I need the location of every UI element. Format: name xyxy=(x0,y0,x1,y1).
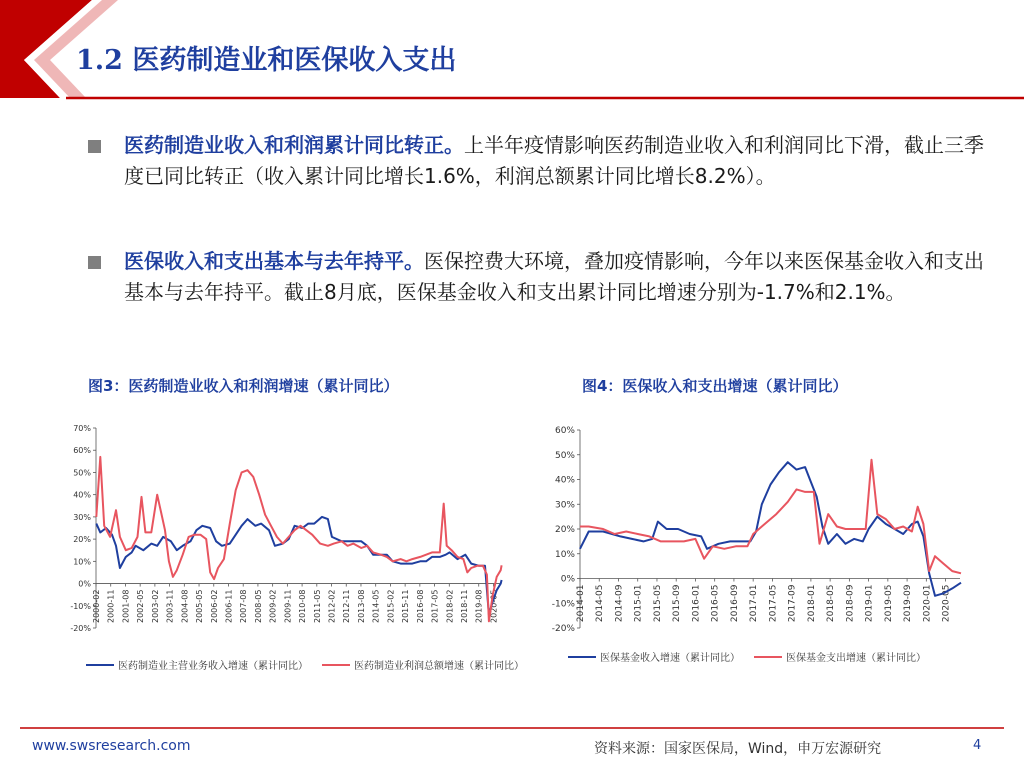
x-tick-label: 2018-01 xyxy=(806,584,817,623)
footer-source: 资料来源：国家医保局，Wind，申万宏源研究 xyxy=(594,741,882,757)
x-tick-label: 2012-11 xyxy=(342,589,352,623)
x-tick-label: 2009-02 xyxy=(268,589,278,623)
x-tick-label: 2014-05 xyxy=(595,584,606,623)
y-tick-label: 30% xyxy=(554,500,575,511)
x-tick-label: 2006-02 xyxy=(209,589,219,623)
x-tick-label: 2020-05 xyxy=(941,584,952,623)
y-tick-label: 50% xyxy=(73,468,91,478)
x-tick-label: 2016-05 xyxy=(710,584,721,623)
bullet-2-text xyxy=(124,246,986,308)
x-tick-label: 2014-05 xyxy=(371,589,381,623)
legend-item xyxy=(322,657,524,672)
bullet-1-text xyxy=(124,130,986,192)
x-tick-label: 2019-01 xyxy=(864,584,875,623)
chart-2-title: 图4：医保收入和支出增速（累计同比） xyxy=(582,377,848,395)
y-tick-label: -10% xyxy=(70,601,91,611)
x-tick-label: 2007-08 xyxy=(239,589,249,623)
bullet-square-icon xyxy=(88,140,101,153)
x-tick-label: 2003-02 xyxy=(150,589,160,623)
y-tick-label: 20% xyxy=(554,525,575,535)
chart-1-legend xyxy=(86,657,538,672)
y-tick-label: -20% xyxy=(70,624,91,633)
x-tick-label: 2010-08 xyxy=(298,589,308,623)
x-tick-label: 2001-08 xyxy=(121,589,131,623)
x-tick-label: 2012-02 xyxy=(327,589,337,623)
x-tick-label: 2014-01 xyxy=(576,584,586,623)
y-tick-label: 70% xyxy=(73,424,91,433)
x-tick-label: 2006-11 xyxy=(224,589,234,623)
x-tick-label: 2017-09 xyxy=(787,584,798,623)
x-tick-label: 2018-02 xyxy=(445,589,455,623)
y-tick-label: 60% xyxy=(73,446,91,456)
bullet-1-lead: 医药制造业收入和利润累计同比转正。 xyxy=(124,133,464,157)
bullet-1-body: 上半年疫情影响医药制造业收入和利润同比下滑，截止三季度已同比转正（收入累计同比增长1.6%，利润总额累计同比增长8.2%）。 xyxy=(124,133,984,188)
x-tick-label: 2018-11 xyxy=(460,589,470,623)
legend-item xyxy=(568,649,740,664)
bullet-2-body: 医保控费大环境，叠加疫情影响，今年以来医保基金收入和支出基本与去年持平。截止8月底，医保基金收入和支出累计同比增速分别为-1.7%和2.1%。 xyxy=(124,249,984,304)
legend-swatch-red xyxy=(754,656,782,658)
y-tick-label: 10% xyxy=(554,549,575,560)
chart-1 xyxy=(60,420,510,650)
bullet-square-icon xyxy=(88,256,101,269)
y-tick-label: 0% xyxy=(78,579,91,589)
x-tick-label: 2018-09 xyxy=(845,584,856,623)
x-tick-label: 2013-08 xyxy=(356,589,366,623)
y-tick-label: -10% xyxy=(551,599,575,610)
x-tick-label: 2009-11 xyxy=(283,589,293,623)
legend-swatch-blue xyxy=(86,664,114,666)
x-tick-label: 2019-09 xyxy=(903,584,914,623)
y-tick-label: 10% xyxy=(73,557,91,567)
x-tick-label: 2011-05 xyxy=(312,589,322,623)
x-tick-label: 2014-09 xyxy=(614,584,625,623)
legend-swatch-blue xyxy=(568,656,596,658)
chart-2-legend xyxy=(568,649,940,664)
y-tick-label: 40% xyxy=(554,475,575,486)
legend-label: 医药制造业主营业务收入增速（累计同比） xyxy=(118,661,308,672)
x-tick-label: 2020-01 xyxy=(922,584,933,623)
x-tick-label: 2004-08 xyxy=(180,589,190,623)
x-tick-label: 2017-05 xyxy=(430,589,440,623)
footer-url: www.swsresearch.com xyxy=(32,738,191,754)
y-tick-label: -20% xyxy=(551,624,575,634)
x-tick-label: 2015-05 xyxy=(652,584,663,623)
legend-item xyxy=(754,649,926,664)
y-tick-label: 0% xyxy=(560,574,575,585)
x-tick-label: 2016-09 xyxy=(729,584,740,623)
x-tick-label: 2017-01 xyxy=(749,584,760,623)
x-tick-label: 2019-08 xyxy=(474,589,484,623)
legend-swatch-red xyxy=(322,664,350,666)
x-tick-label: 2015-09 xyxy=(672,584,683,623)
x-tick-label: 2017-05 xyxy=(768,584,779,623)
x-tick-label: 2002-05 xyxy=(136,589,146,623)
y-tick-label: 20% xyxy=(73,535,91,545)
legend-item xyxy=(86,657,308,672)
y-tick-label: 50% xyxy=(554,450,575,461)
legend-label: 医保基金收入增速（累计同比） xyxy=(600,653,740,664)
page-title: 1.2 医药制造业和医保收入支出 xyxy=(76,45,457,76)
x-tick-label: 2015-11 xyxy=(401,589,411,623)
y-tick-label: 40% xyxy=(73,490,91,500)
x-tick-label: 2015-02 xyxy=(386,589,396,623)
x-tick-label: 2003-11 xyxy=(165,589,175,623)
y-tick-label: 30% xyxy=(73,512,91,522)
x-tick-label: 2000-02 xyxy=(92,589,101,623)
series-line-red xyxy=(580,460,961,574)
x-tick-label: 2018-05 xyxy=(826,584,837,623)
page-number: 4 xyxy=(973,738,982,753)
bullet-2-lead: 医保收入和支出基本与去年持平。 xyxy=(124,249,424,273)
x-tick-label: 2020-05 xyxy=(489,589,499,623)
x-tick-label: 2019-05 xyxy=(883,584,894,623)
series-line-blue xyxy=(580,462,961,596)
x-tick-label: 2000-11 xyxy=(106,589,116,623)
legend-label: 医保基金支出增速（累计同比） xyxy=(786,653,926,664)
x-tick-label: 2016-08 xyxy=(415,589,425,623)
y-tick-label: 60% xyxy=(554,426,575,436)
chart-1-title: 图3：医药制造业收入和利润增速（累计同比） xyxy=(88,377,399,395)
x-tick-label: 2015-01 xyxy=(633,584,644,623)
legend-label: 医药制造业利润总额增速（累计同比） xyxy=(354,661,524,672)
chart-2 xyxy=(540,420,980,650)
x-tick-label: 2005-05 xyxy=(195,589,205,623)
x-tick-label: 2008-05 xyxy=(253,589,263,623)
x-tick-label: 2016-01 xyxy=(691,584,702,623)
